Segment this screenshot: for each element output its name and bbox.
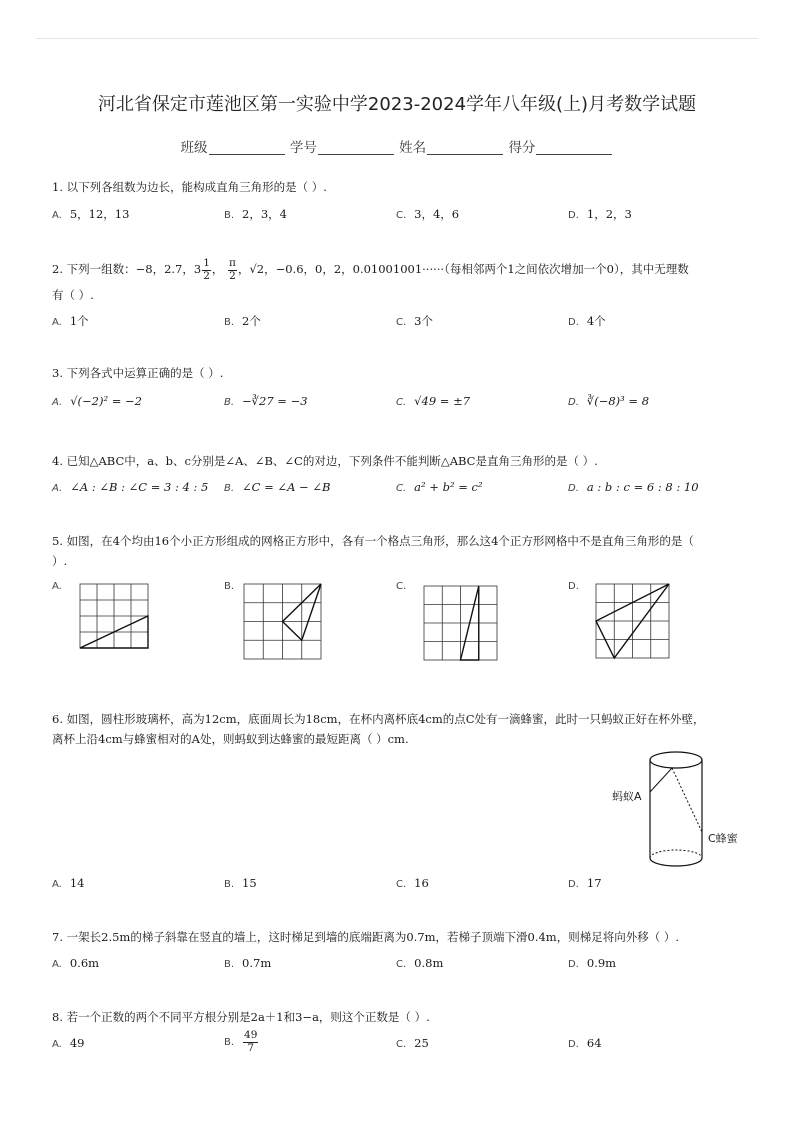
q5-grid-a [80,584,150,650]
option-letter: A. [52,879,62,890]
option-text: 2，3，4 [242,207,287,221]
q1-option-d[interactable] [568,206,632,222]
option-letter: B. [224,210,235,221]
option-letter: C. [396,210,407,221]
q6-option-b[interactable] [224,876,257,890]
question-3-stem: 3. 下列各式中运算正确的是（ ）. [52,366,224,380]
option-letter: C. [396,581,407,592]
student-info-fields [0,136,794,156]
q1-option-c[interactable] [396,206,459,222]
q2-option-b[interactable] [224,313,261,329]
option-text: 15 [242,876,257,890]
option-letter: B. [224,959,235,970]
question-6-stem-line2: 离杯上沿4cm与蜂蜜相对的A处，则蚂蚁到达蜂蜜的最短距离（ ）cm. [52,732,409,746]
option-letter: D. [568,397,579,408]
q8-fraction [243,1030,258,1054]
q5-grid-c [424,586,498,662]
q5-grid-d [596,584,670,660]
option-letter: A. [52,317,62,328]
field-id-label: 学号 [289,140,317,156]
q6-option-c[interactable] [396,876,429,890]
option-letter: C. [396,879,407,890]
q5-option-a[interactable] [52,578,70,592]
q7-option-c[interactable] [396,956,443,970]
field-class-blank[interactable] [209,140,285,155]
option-letter: C. [396,1039,407,1050]
option-text: 14 [69,876,85,890]
option-letter: B. [224,483,235,494]
path-segment-outer [650,768,672,792]
option-text: √(−2)² = −2 [70,394,142,408]
option-letter: B. [224,879,235,890]
option-letter: D. [568,210,579,221]
q4-option-a[interactable] [52,480,208,494]
q7-option-a[interactable] [52,956,99,970]
option-text: 64 [586,1036,602,1050]
q5-grid-b [244,584,324,660]
option-letter: B. [224,581,235,592]
q5-option-c[interactable] [396,578,414,592]
page-title: 河北省保定市莲池区第一实验中学2023-2024学年八年级(上)月考数学试题 [97,94,697,115]
field-score-blank[interactable] [536,140,612,155]
option-letter: B. [224,1037,235,1049]
option-letter: C. [396,959,407,970]
option-text: 3个 [414,314,433,328]
frac-den: 2 [229,269,236,282]
question-8-stem: 8. 若一个正数的两个不同平方根分别是2a＋1和3−a，则这个正数是（ ）. [52,1010,430,1024]
q6-label-ant: 蚂蚁A [612,790,642,803]
option-text: 3，4，6 [414,207,460,221]
cylinder-top [650,752,702,768]
q2-option-d[interactable] [568,313,606,329]
option-text: √49 = ±7 [414,394,471,408]
option-letter: B. [224,317,235,328]
option-text: 0.8m [414,956,444,970]
q3-option-d[interactable] [568,394,649,408]
option-letter: D. [568,879,579,890]
frac-num: 1 [203,257,210,269]
q6-option-d[interactable] [568,876,602,890]
option-text: a : b : c = 6 : 8 : 10 [586,480,699,494]
q5-option-b[interactable] [224,578,242,592]
option-text: 25 [414,1036,429,1050]
q8-option-b[interactable] [224,1030,259,1054]
q6-option-a[interactable] [52,876,84,890]
q2-stem-part-3: ， [237,262,250,277]
q8-option-d[interactable] [568,1036,602,1050]
field-class-label: 班级 [180,140,208,156]
option-text: 1个 [69,314,89,328]
option-letter: B. [224,397,235,408]
option-letter: A. [52,1039,62,1050]
option-text: 0.7m [242,956,272,970]
field-name-label: 姓名 [399,140,427,156]
frac-den: 2 [203,269,210,282]
q1-option-b[interactable] [224,206,287,222]
question-5-stem-line2: ）. [52,554,68,568]
option-text: 2个 [242,314,261,328]
frac-den: 7 [247,1041,255,1054]
q4-option-c[interactable] [396,480,483,494]
option-text: 1，2，3 [586,207,632,221]
option-letter: D. [568,483,579,494]
option-text: 16 [414,876,429,890]
q6-label-honey: C蜂蜜 [708,832,738,845]
question-2-stem-line2: 有（ ）. [52,288,94,302]
q3-option-c[interactable] [396,394,470,408]
option-text: ∠A : ∠B : ∠C = 3 : 4 : 5 [70,480,209,494]
option-letter: D. [568,581,579,592]
option-text: 4个 [586,314,606,328]
frac-num: π [229,257,236,269]
option-letter: C. [396,397,407,408]
q2-option-c[interactable] [396,313,433,329]
question-6-stem: 6. 如图，圆柱形玻璃杯，高为12cm，底面周长为18cm，在杯内离杯底4cm的点C处有一滴蜂蜜，此时一只蚂蚁正好在杯外壁， [52,712,705,726]
option-letter: D. [568,1039,579,1050]
q8-option-c[interactable] [396,1036,429,1050]
q2-stem-part-2: ， [211,262,224,277]
option-letter: C. [396,483,407,494]
path-segment-inner [672,768,702,832]
field-id-blank[interactable] [318,140,394,155]
question-2-stem [52,258,764,282]
option-letter: D. [568,317,579,328]
option-letter: A. [52,581,62,592]
q2-option-a[interactable] [52,313,89,329]
q4-option-b[interactable] [224,480,330,494]
option-text: 49 [69,1036,85,1050]
q7-option-d[interactable] [568,956,616,970]
q2-fraction-half [202,258,211,282]
question-5-stem: 5. 如图，在4个均由16个小正方形组成的网格正方形中，各有一个格点三角形，那么这4个正方形网格中不是直角三角形的是（ [52,534,694,548]
option-text: a² + b² = c² [414,480,483,494]
header-rule [36,38,758,39]
option-text: 0.9m [586,956,617,970]
option-letter: A. [52,959,62,970]
option-text: 5，12，13 [69,207,130,221]
option-text: ∠C = ∠A − ∠B [242,480,331,494]
option-text: 17 [586,876,602,890]
q2-stem-part-1: 2. 下列一组数：−8，2.7，3 [52,262,202,277]
option-letter: A. [52,397,63,408]
q3-option-a[interactable] [52,394,142,408]
question-7-stem: 7. 一架长2.5m的梯子斜靠在竖直的墙上，这时梯足到墙的底端距离为0.7m，若梯子顶端下滑0.4m，则梯足将向外移（ ）. [52,930,680,944]
frac-num: 49 [244,1029,258,1041]
q8-option-a[interactable] [52,1036,84,1050]
option-text: −∛27 = −3 [242,394,308,408]
q5-option-d[interactable] [568,578,587,592]
q2-fraction-pi [228,258,237,282]
option-letter: D. [568,959,579,970]
question-4-stem: 4. 已知△ABC中，a、b、c分别是∠A、∠B、∠C的对边，下列条件不能判断△ABC是直角三角形的是（ ）. [52,454,598,468]
option-letter: C. [396,317,407,328]
q6-cylinder-figure [606,746,756,876]
option-text: 0.6m [69,956,100,970]
q7-option-b[interactable] [224,956,271,970]
question-1-stem: 1. 以下列各组数为边长，能构成直角三角形的是（ ）. [52,180,327,194]
option-letter: A. [52,210,62,221]
field-score-label: 得分 [508,140,536,156]
field-name-blank[interactable] [427,140,503,155]
q4-option-d[interactable] [568,480,699,494]
cylinder-bottom-front [650,858,702,866]
q2-stem-part-4: √2，−0.6，0，2，0.01001001······（每相邻两个1之间依次增加一个0），其中无理数 [249,262,689,277]
option-text: ∛(−8)³ = 8 [586,394,650,408]
option-letter: A. [52,483,63,494]
q3-option-b[interactable] [224,394,308,408]
q1-option-a[interactable] [52,206,129,222]
cylinder-bottom-back [650,850,702,858]
